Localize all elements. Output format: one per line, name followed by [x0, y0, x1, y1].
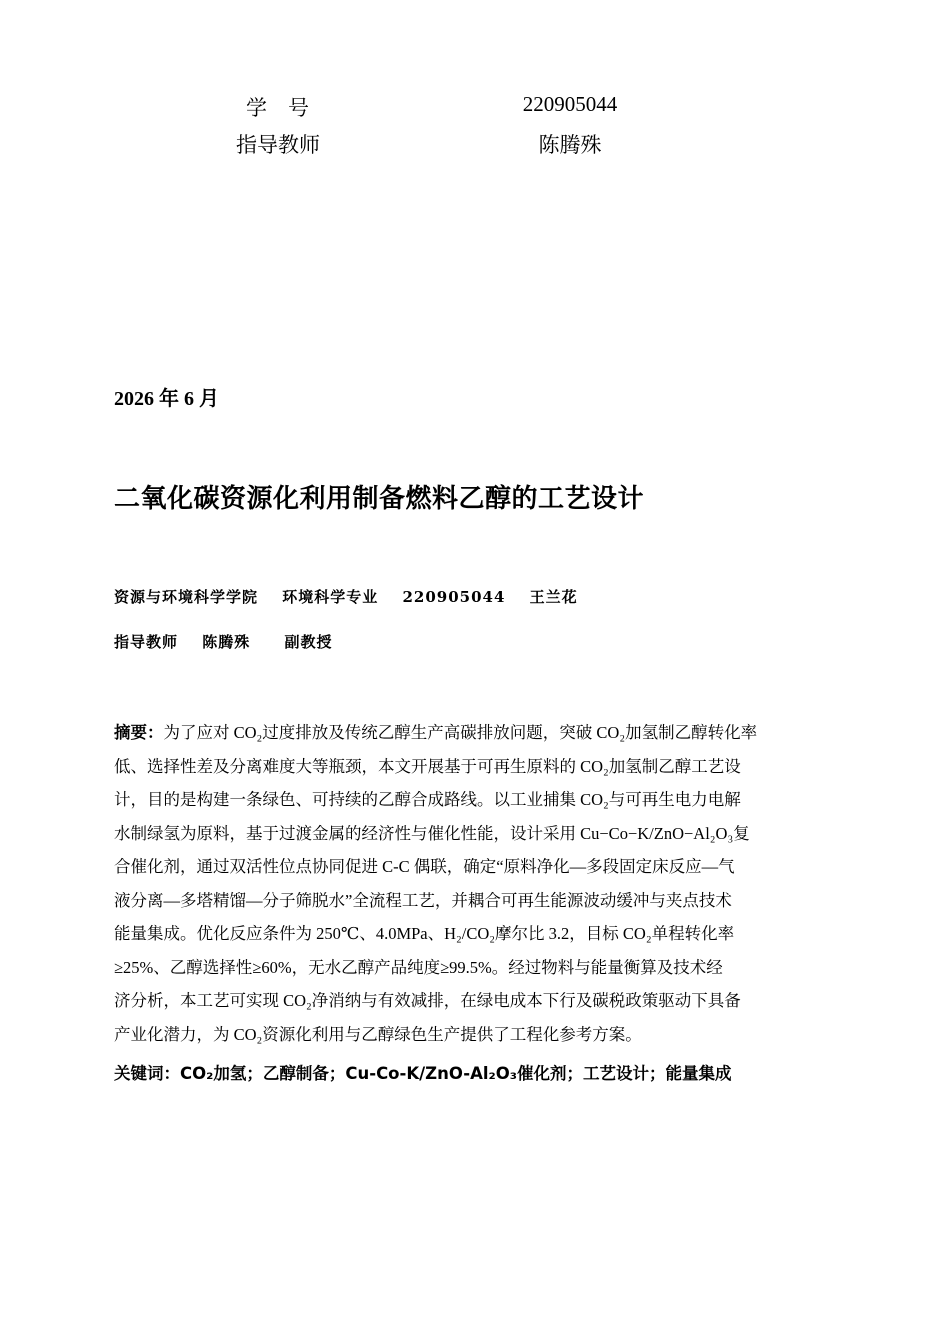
- advisor-label: 指导教师: [236, 133, 320, 157]
- abstract-line: 液分离—多塔精馏—分子筛脱水”全流程工艺，并耦合可再生能源波动缓冲与夹点技术: [114, 890, 732, 910]
- student-id-value: 220905044: [522, 92, 618, 116]
- thesis-title: 二氧化碳资源化利用制备燃料乙醇的工艺设计: [114, 484, 645, 514]
- advisor-row: [0, 129, 950, 163]
- keywords-line: 关键词：CO₂加氢；乙醇制备；Cu-Co-K/ZnO-Al₂O₃催化剂；工艺设计；能量集成: [114, 1064, 732, 1083]
- abstract-line: 计，目的是构建一条绿色、可持续的乙醇合成路线。以工业捕集 CO₂与可再生电力电解: [114, 790, 741, 809]
- abstract-line: ≥25%、乙醇选择性≥60%，无水乙醇产品纯度≥99.5%。经过物料与能量衡算及技术经: [114, 957, 723, 977]
- advisor-line-name: 陈腾殊: [202, 633, 251, 651]
- abstract-line: 低、选择性差及分离难度大等瓶颈，本文开展基于可再生原料的 CO₂加氢制乙醇工艺设: [114, 756, 741, 776]
- author-line: [114, 586, 596, 607]
- abstract-line: 水制绿氢为原料，基于过渡金属的经济性与催化性能，设计采用 Cu−Co−K/ZnO−Al₂O₃复: [114, 823, 750, 843]
- advisor-line-rank: 副教授: [284, 633, 333, 651]
- student-id-row: [0, 92, 950, 126]
- advisor-line-label: 指导教师: [114, 633, 179, 651]
- abstract-line: 合催化剂，通过双活性位点协同促进 C-C 偶联，确定“原料净化—多段固定床反应—气: [114, 857, 735, 876]
- author-name: 王兰花: [529, 588, 578, 606]
- abstract-line: 济分析，本工艺可实现 CO₂净消纳与有效减排，在绿电成本下行及碳税政策驱动下具备: [114, 991, 741, 1010]
- student-id-label: 学 号: [246, 96, 309, 120]
- author-college: 资源与环境科学学院: [114, 588, 259, 606]
- author-id: 220905044: [402, 588, 506, 606]
- abstract-text: 为了应对 CO₂过度排放及传统乙醇生产高碳排放问题，突破 CO₂加氢制乙醇转化率: [163, 723, 758, 742]
- author-major: 环境科学专业: [282, 588, 379, 606]
- submission-date: 2026 年 6 月: [114, 388, 219, 410]
- abstract-line: [114, 716, 860, 750]
- abstract-line: 能量集成。优化反应条件为 250℃、4.0MPa、H₂/CO₂摩尔比 3.2，目标 CO₂单程转化率: [114, 924, 735, 943]
- abstract-paragraph: [114, 716, 860, 1051]
- advisor-value: 陈腾殊: [538, 133, 602, 157]
- abstract-label: 摘要：: [114, 723, 164, 742]
- abstract-line: 产业化潜力，为 CO₂资源化利用与乙醇绿色生产提供了工程化参考方案。: [114, 1024, 642, 1044]
- advisor-line: [114, 631, 351, 652]
